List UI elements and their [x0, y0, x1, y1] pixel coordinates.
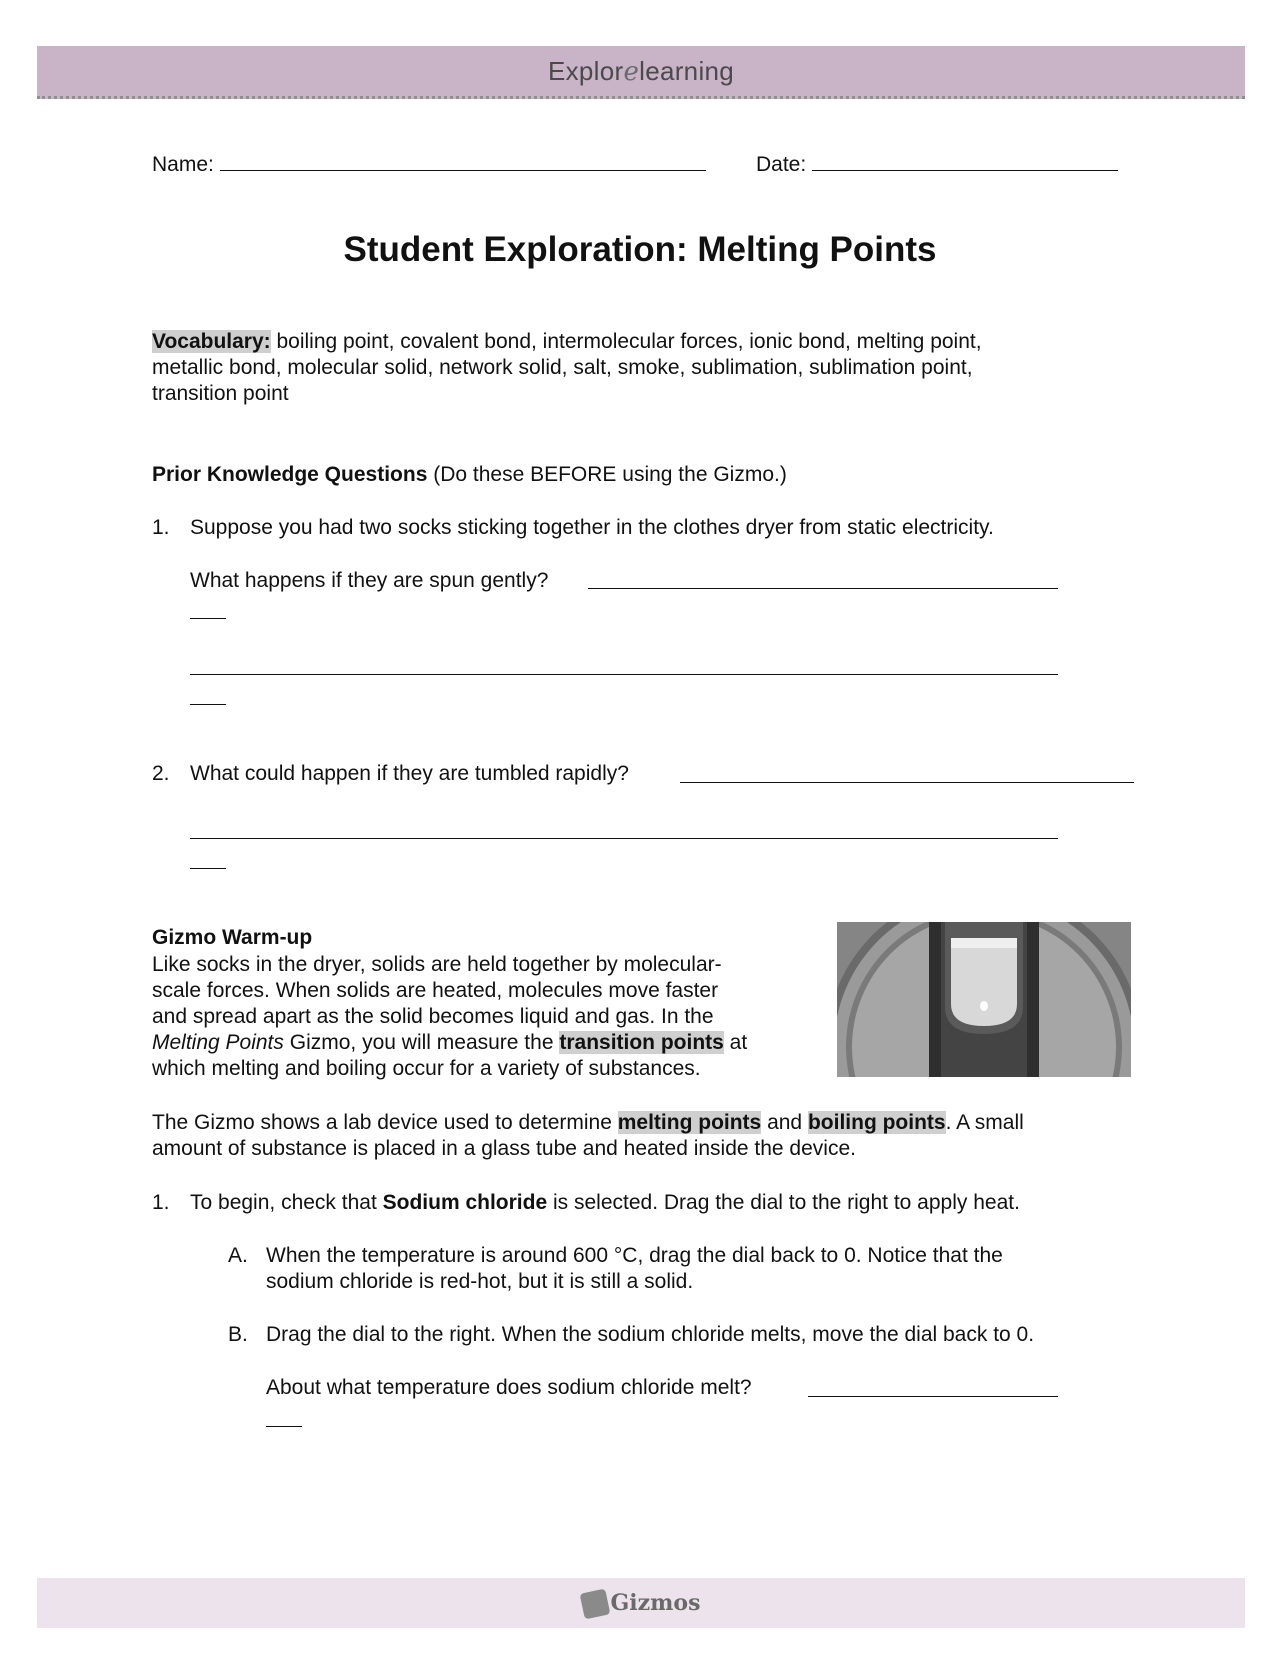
sodium-chloride-term: Sodium chloride	[382, 1191, 548, 1214]
answer-line[interactable]	[190, 704, 226, 705]
gizmos-logo	[37, 1590, 1245, 1617]
step-1-b: is selected. Drag the dial to the right to apply heat.	[547, 1191, 1020, 1214]
page-title: Student Exploration: Melting Points	[343, 230, 937, 269]
gizmo-description-a: The Gizmo shows a lab device used to determine	[152, 1111, 618, 1134]
term-boiling-points: boiling points	[807, 1111, 946, 1134]
step-1-a: To begin, check that	[190, 1191, 383, 1214]
gizmo-description-c: . A small	[945, 1111, 1024, 1134]
warmup-line-1: Like socks in the dryer, solids are held together by molecular-	[152, 953, 722, 976]
question-2-text: What could happen if they are tumbled rapidly?	[190, 762, 629, 785]
step-a-line-2: sodium chloride is red-hot, but it is still a solid.	[266, 1270, 694, 1293]
name-blank[interactable]	[220, 152, 706, 171]
melting-point-device-illustration	[837, 922, 1131, 1077]
answer-line[interactable]	[808, 1396, 1058, 1397]
answer-line[interactable]	[266, 1426, 302, 1427]
answer-line[interactable]	[588, 588, 1058, 589]
date-field	[756, 152, 1118, 178]
vocabulary-text-1: boiling point, covalent bond, intermolecular forces, ionic bond, melting point,	[270, 330, 982, 353]
step-b-label: B.	[228, 1323, 248, 1346]
step-1-text	[190, 1190, 1020, 1216]
gizmo-device-image	[837, 922, 1131, 1077]
warmup-line-5: which melting and boiling occur for a variety of substances.	[152, 1057, 701, 1080]
gizmo-description-line-2: amount of substance is placed in a glass tube and heated inside the device.	[152, 1137, 856, 1160]
gizmos-logo-text: Gizmos	[610, 1590, 701, 1616]
prior-knowledge-heading	[152, 462, 787, 488]
name-label: Name:	[152, 153, 214, 176]
answer-line[interactable]	[190, 674, 1058, 675]
question-1-prompt	[190, 568, 548, 594]
brand-prefix: Explor	[547, 56, 624, 86]
term-transition-points: transition points	[559, 1031, 724, 1054]
gizmo-name-italic: Melting Points	[152, 1031, 284, 1054]
date-label: Date:	[756, 153, 807, 176]
warmup-line-3: and spread apart as the solid becomes liquid and gas. In the	[152, 1005, 714, 1028]
gizmo-description-b: and	[761, 1111, 808, 1134]
footer-band	[37, 1578, 1245, 1628]
name-field	[152, 152, 706, 178]
term-melting-points: melting points	[617, 1111, 762, 1134]
warmup-line-4-a: Gizmo, you will measure the	[283, 1031, 560, 1054]
warmup-line-4	[152, 1030, 747, 1056]
vocabulary-line-2: metallic bond, molecular solid, network solid, salt, smoke, sublimation, sublimation point,	[152, 356, 973, 379]
prior-heading-text: Prior Knowledge Questions	[152, 463, 428, 486]
warmup-line-4-b: at	[723, 1031, 748, 1054]
question-1-number: 1.	[152, 516, 170, 539]
vocabulary-line-3: transition point	[152, 382, 289, 405]
warmup-line-2: scale forces. When solids are heated, molecules move faster	[152, 979, 719, 1002]
el-badge-icon	[579, 1589, 610, 1620]
step-a-label: A.	[228, 1244, 248, 1267]
step-b-prompt: About what temperature does sodium chloride melt?	[266, 1376, 752, 1399]
answer-line[interactable]	[190, 618, 226, 619]
vocabulary-line-1	[152, 329, 982, 355]
prior-note: (Do these BEFORE using the Gizmo.)	[427, 463, 787, 486]
warmup-heading: Gizmo Warm-up	[152, 926, 313, 949]
question-1-prompt-text: What happens if they are spun gently?	[190, 569, 549, 592]
brand-suffix: learning	[639, 56, 735, 86]
answer-line[interactable]	[190, 868, 226, 869]
header-band	[37, 46, 1245, 99]
answer-line[interactable]	[680, 782, 1134, 783]
step-1-number: 1.	[152, 1191, 170, 1214]
gizmo-description-line-1	[152, 1110, 1024, 1136]
brand-e: e	[623, 57, 640, 87]
explorelearning-logo	[37, 56, 1245, 87]
step-a-line-1: When the temperature is around 600 °C, drag the dial back to 0. Notice that the	[266, 1244, 1003, 1267]
question-2-number: 2.	[152, 762, 170, 785]
answer-line[interactable]	[190, 838, 1058, 839]
date-blank[interactable]	[812, 152, 1118, 171]
vocabulary-label: Vocabulary:	[152, 330, 271, 353]
step-b-text: Drag the dial to the right. When the sodium chloride melts, move the dial back to 0.	[266, 1323, 1035, 1346]
question-1-text: Suppose you had two socks sticking together in the clothes dryer from static electricity.	[190, 516, 994, 539]
